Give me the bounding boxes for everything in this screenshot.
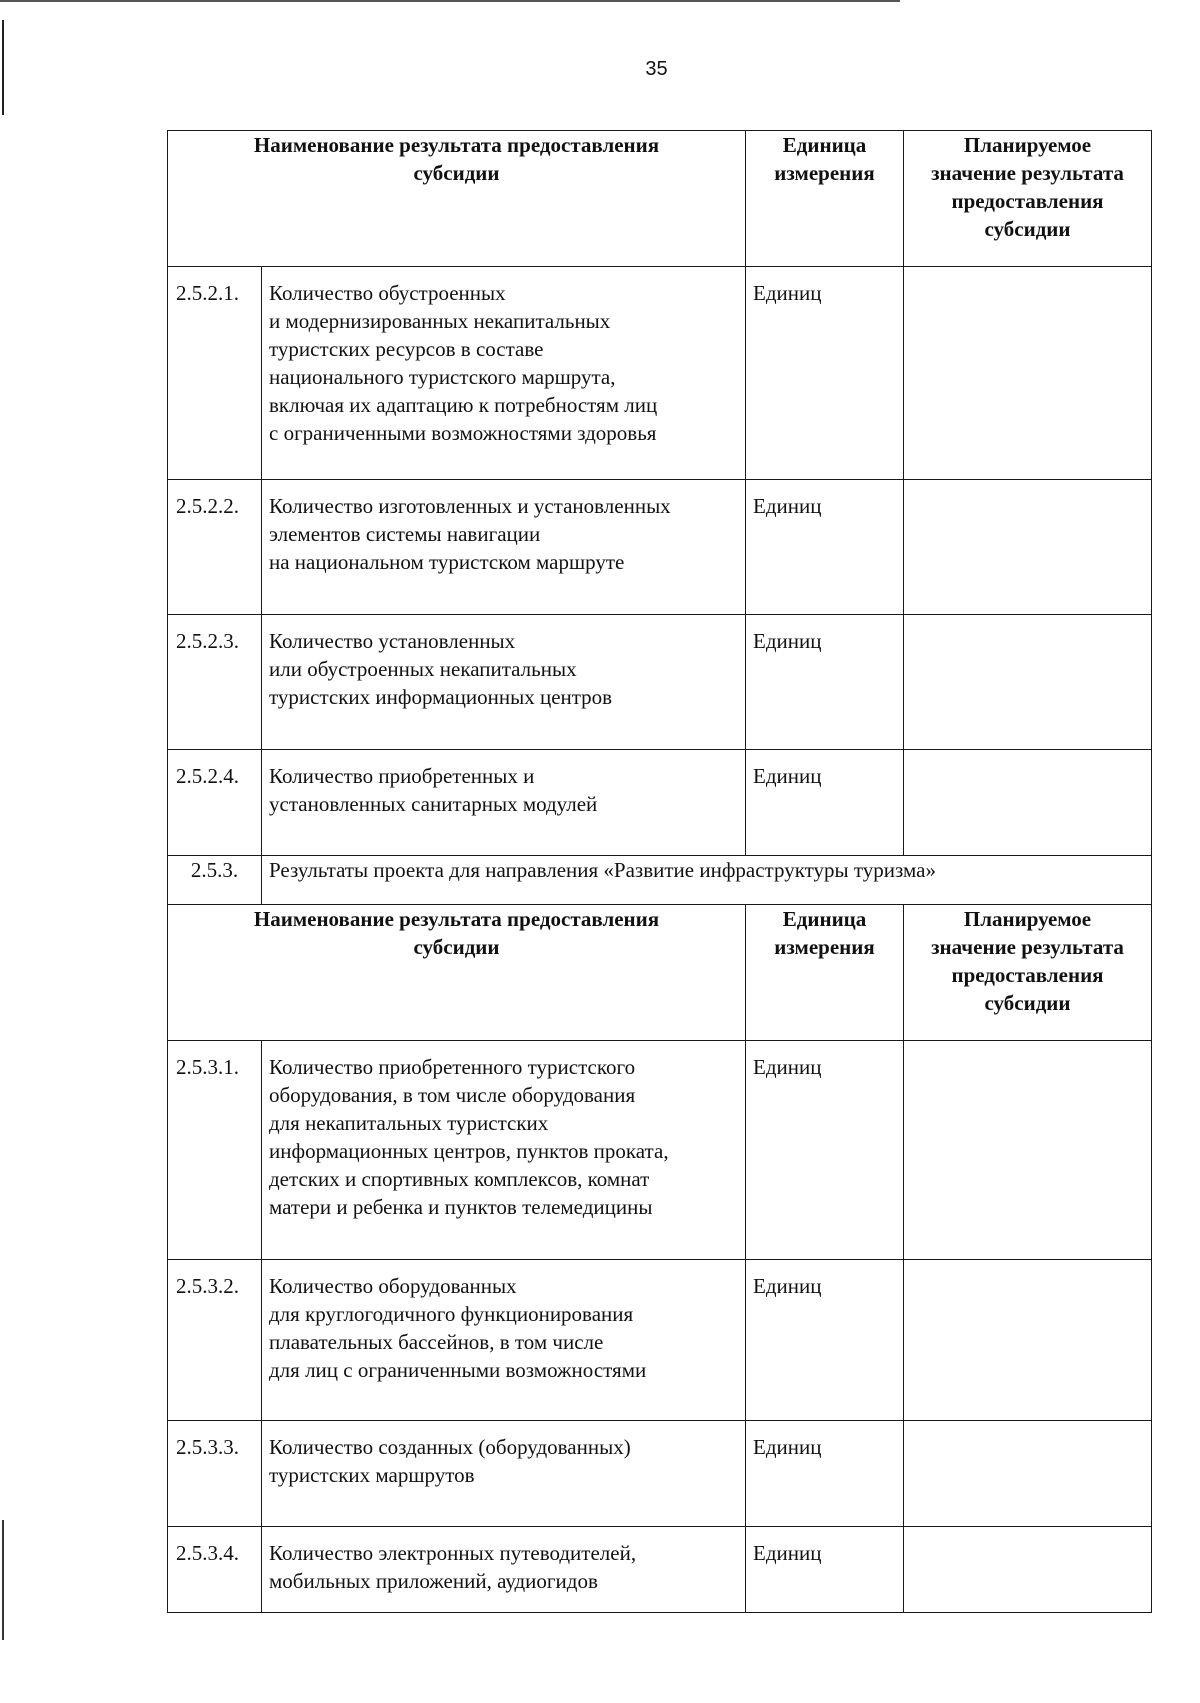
unit-cell: Единиц <box>746 1527 904 1613</box>
section-number: 2.5.3. <box>168 856 262 905</box>
table-row <box>168 750 1152 856</box>
cell-line: предоставления <box>951 963 1104 987</box>
cell-line: субсидии <box>984 991 1071 1015</box>
section-title: Результаты проекта для направления «Развитие инфраструктуры туризма» <box>262 856 1152 905</box>
result-name <box>262 1041 746 1260</box>
cell-line: субсидии <box>984 217 1071 241</box>
cell-line: измерения <box>774 935 875 959</box>
section-row <box>168 856 1152 905</box>
cell-line: включая их адаптацию к потребностям лиц <box>269 393 658 417</box>
cell-line: Количество приобретенного туристского <box>269 1055 636 1079</box>
cell-line: мобильных приложений, аудиогидов <box>269 1569 598 1593</box>
table-row <box>168 1041 1152 1260</box>
planned-value-cell <box>904 615 1152 750</box>
row-number: 2.5.2.4. <box>168 750 262 856</box>
row-number: 2.5.2.1. <box>168 267 262 480</box>
cell-line: Единица <box>782 133 867 157</box>
cell-line: Количество созданных (оборудованных) <box>269 1435 631 1459</box>
cell-line: туристских ресурсов в составе <box>269 337 544 361</box>
cell-line: Наименование результата предоставления <box>253 907 660 931</box>
cell-line: Количество изготовленных и установленных <box>269 494 671 518</box>
planned-value-cell <box>904 480 1152 615</box>
table-row <box>168 1421 1152 1527</box>
result-name <box>262 1421 746 1527</box>
unit-cell: Единиц <box>746 267 904 480</box>
header-planned-cell <box>904 131 1152 267</box>
cell-line: туристских маршрутов <box>269 1463 475 1487</box>
result-name <box>262 480 746 615</box>
cell-line: детских и спортивных комплексов, комнат <box>269 1167 650 1191</box>
cell-line: Количество электронных путеводителей, <box>269 1541 637 1565</box>
unit-cell: Единиц <box>746 1421 904 1527</box>
planned-value-cell <box>904 750 1152 856</box>
unit-cell: Единиц <box>746 750 904 856</box>
cell-line: Планируемое <box>963 133 1092 157</box>
result-name <box>262 615 746 750</box>
cell-line: для круглогодичного функционирования <box>269 1302 634 1326</box>
table-row <box>168 267 1152 480</box>
header-unit-cell <box>746 905 904 1041</box>
planned-value-cell <box>904 1527 1152 1613</box>
cell-line: на национальном туристском маршруте <box>269 550 625 574</box>
table-row <box>168 480 1152 615</box>
header-planned-cell <box>904 905 1152 1041</box>
unit-cell: Единиц <box>746 480 904 615</box>
planned-value-cell <box>904 1421 1152 1527</box>
page-number: 35 <box>645 58 668 80</box>
header-row <box>168 131 1152 267</box>
cell-line: значение результата <box>931 935 1124 959</box>
cell-line: оборудования, в том числе оборудования <box>269 1083 636 1107</box>
header-unit-cell <box>746 131 904 267</box>
cell-line: Планируемое <box>963 907 1092 931</box>
cell-line: для некапитальных туристских <box>269 1111 549 1135</box>
row-number: 2.5.3.2. <box>168 1260 262 1421</box>
cell-line: Количество приобретенных и <box>269 764 535 788</box>
result-name <box>262 1527 746 1613</box>
row-number: 2.5.3.4. <box>168 1527 262 1613</box>
row-number: 2.5.2.2. <box>168 480 262 615</box>
cell-line: Количество установленных <box>269 629 516 653</box>
table-row <box>168 1527 1152 1613</box>
row-number: 2.5.2.3. <box>168 615 262 750</box>
row-number: 2.5.3.1. <box>168 1041 262 1260</box>
cell-line: значение результата <box>931 161 1124 185</box>
result-name <box>262 1260 746 1421</box>
cell-line: для лиц с ограниченными возможностями <box>269 1358 647 1382</box>
cell-line: элементов системы навигации <box>269 522 541 546</box>
scan-edge-left-lower <box>2 1520 4 1640</box>
cell-line: туристских информационных центров <box>269 685 613 709</box>
cell-line: субсидии <box>413 935 500 959</box>
cell-line: и модернизированных некапитальных <box>269 309 611 333</box>
planned-value-cell <box>904 267 1152 480</box>
cell-line: субсидии <box>413 161 500 185</box>
cell-line: измерения <box>774 161 875 185</box>
cell-line: установленных санитарных модулей <box>269 792 598 816</box>
cell-line: Единица <box>782 907 867 931</box>
results-table <box>167 130 1152 1613</box>
unit-cell: Единиц <box>746 1041 904 1260</box>
cell-line: информационных центров, пунктов проката, <box>269 1139 669 1163</box>
unit-cell: Единиц <box>746 615 904 750</box>
planned-value-cell <box>904 1041 1152 1260</box>
table-row <box>168 1260 1152 1421</box>
cell-line: или обустроенных некапитальных <box>269 657 577 681</box>
cell-line: национального туристского маршрута, <box>269 365 616 389</box>
cell-line: матери и ребенка и пунктов телемедицины <box>269 1195 653 1219</box>
header-row-2 <box>168 905 1152 1041</box>
planned-value-cell <box>904 1260 1152 1421</box>
cell-line: Количество обустроенных <box>269 281 506 305</box>
row-number: 2.5.3.3. <box>168 1421 262 1527</box>
cell-line: предоставления <box>951 189 1104 213</box>
cell-line: Наименование результата предоставления <box>253 133 660 157</box>
table-row <box>168 615 1152 750</box>
cell-line: Количество оборудованных <box>269 1274 517 1298</box>
header-name-cell <box>168 131 746 267</box>
unit-cell: Единиц <box>746 1260 904 1421</box>
result-name <box>262 750 746 856</box>
result-name <box>262 267 746 480</box>
cell-line: с ограниченными возможностями здоровья <box>269 421 657 445</box>
header-name-cell <box>168 905 746 1041</box>
cell-line: плавательных бассейнов, в том числе <box>269 1330 604 1354</box>
scan-edge-top <box>0 0 900 2</box>
